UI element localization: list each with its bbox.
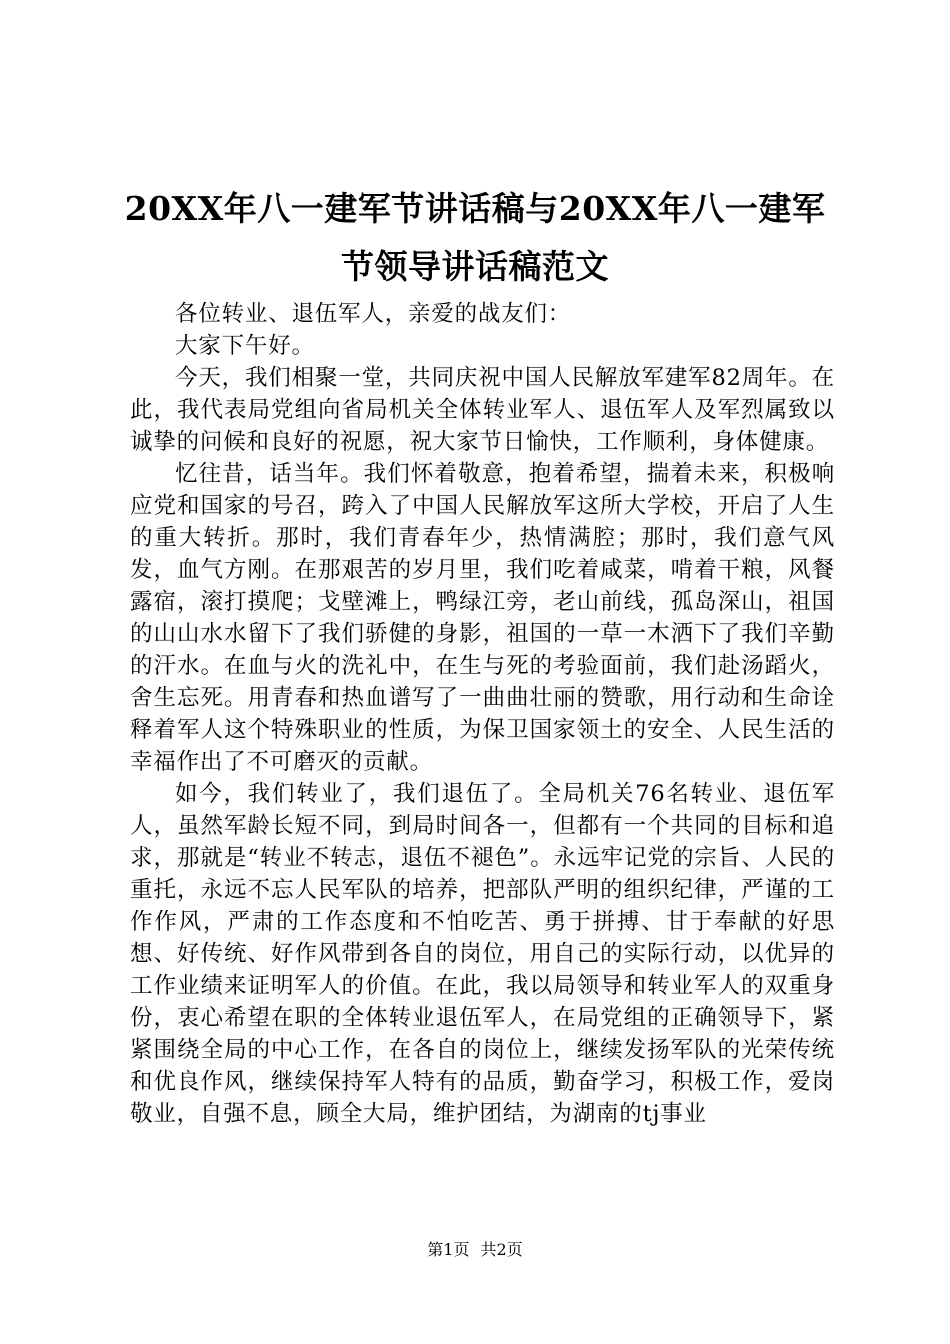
paragraph-salutation: 各位转业、退伍军人，亲爱的战友们： xyxy=(175,301,572,327)
paragraph: 如今，我们转业了，我们退伍了。全局机关76名转业、退伍军人，虽然军龄长短不同，到局时间各一，但都有一个共同的目标和追求，那就是“转业不转志，退伍不褪色”。永远牢记党的宗旨、人民的重托，永远不忘人民军队的培养，把部队严明的组织纪律，严谨的工作作风，严肃的工作态度和不怕吃苦、勇于拼搏、甘于奉献的好思想、好传统、好作风带到各自的岗位，用自己的实际行动，以优异的工作业绩来证明军人的价值。在此，我以局领导和转业军人的双重身份，衷心希望在职的全体转业退伍军人，在局党组的正确领导下，紧紧围绕全局的中心工作，在各自的岗位上，继续发扬军队的光荣传统和优良作风，继续保持军人特有的品质，勤奋学习，积极工作，爱岗敬业，自强不息，顾全大局，维护团结，为湖南的tj事业 xyxy=(130,781,835,1127)
title-line-2: 节领导讲话稿范文 xyxy=(341,247,609,286)
page-number: 第1页 xyxy=(427,1240,470,1259)
title-line-1: 20XX年八一建军节讲话稿与20XX年八一建军 xyxy=(124,189,826,228)
paragraph-greeting: 大家下午好。 xyxy=(175,333,315,359)
paragraph: 今天，我们相聚一堂，共同庆祝中国人民解放军建军82周年。在此，我代表局党组向省局机关全体转业军人、退伍军人及军烈属致以诚挚的问候和良好的祝愿，祝大家节日愉快，工作顺利，身体健康。 xyxy=(130,365,835,455)
document-title xyxy=(100,180,850,296)
document-body xyxy=(130,298,835,1130)
page-total: 共2页 xyxy=(480,1240,523,1259)
paragraph: 忆往昔，话当年。我们怀着敬意，抱着希望，揣着未来，积极响应党和国家的号召，跨入了中国人民解放军这所大学校，开启了人生的重大转折。那时，我们青春年少，热情满腔；那时，我们意气风发，血气方刚。在那艰苦的岁月里，我们吃着咸菜，啃着干粮，风餐露宿，滚打摸爬；戈壁滩上，鸭绿江旁，老山前线，孤岛深山，祖国的山山水水留下了我们骄健的身影，祖国的一草一木洒下了我们辛勤的汗水。在血与火的洗礼中，在生与死的考验面前，我们赴汤蹈火，舍生忘死。用青春和热血谱写了一曲曲壮丽的赞歌，用行动和生命诠释着军人这个特殊职业的性质，为保卫国家领土的安全、人民生活的幸福作出了不可磨灭的贡献。 xyxy=(130,461,835,775)
page-footer xyxy=(0,1238,950,1262)
